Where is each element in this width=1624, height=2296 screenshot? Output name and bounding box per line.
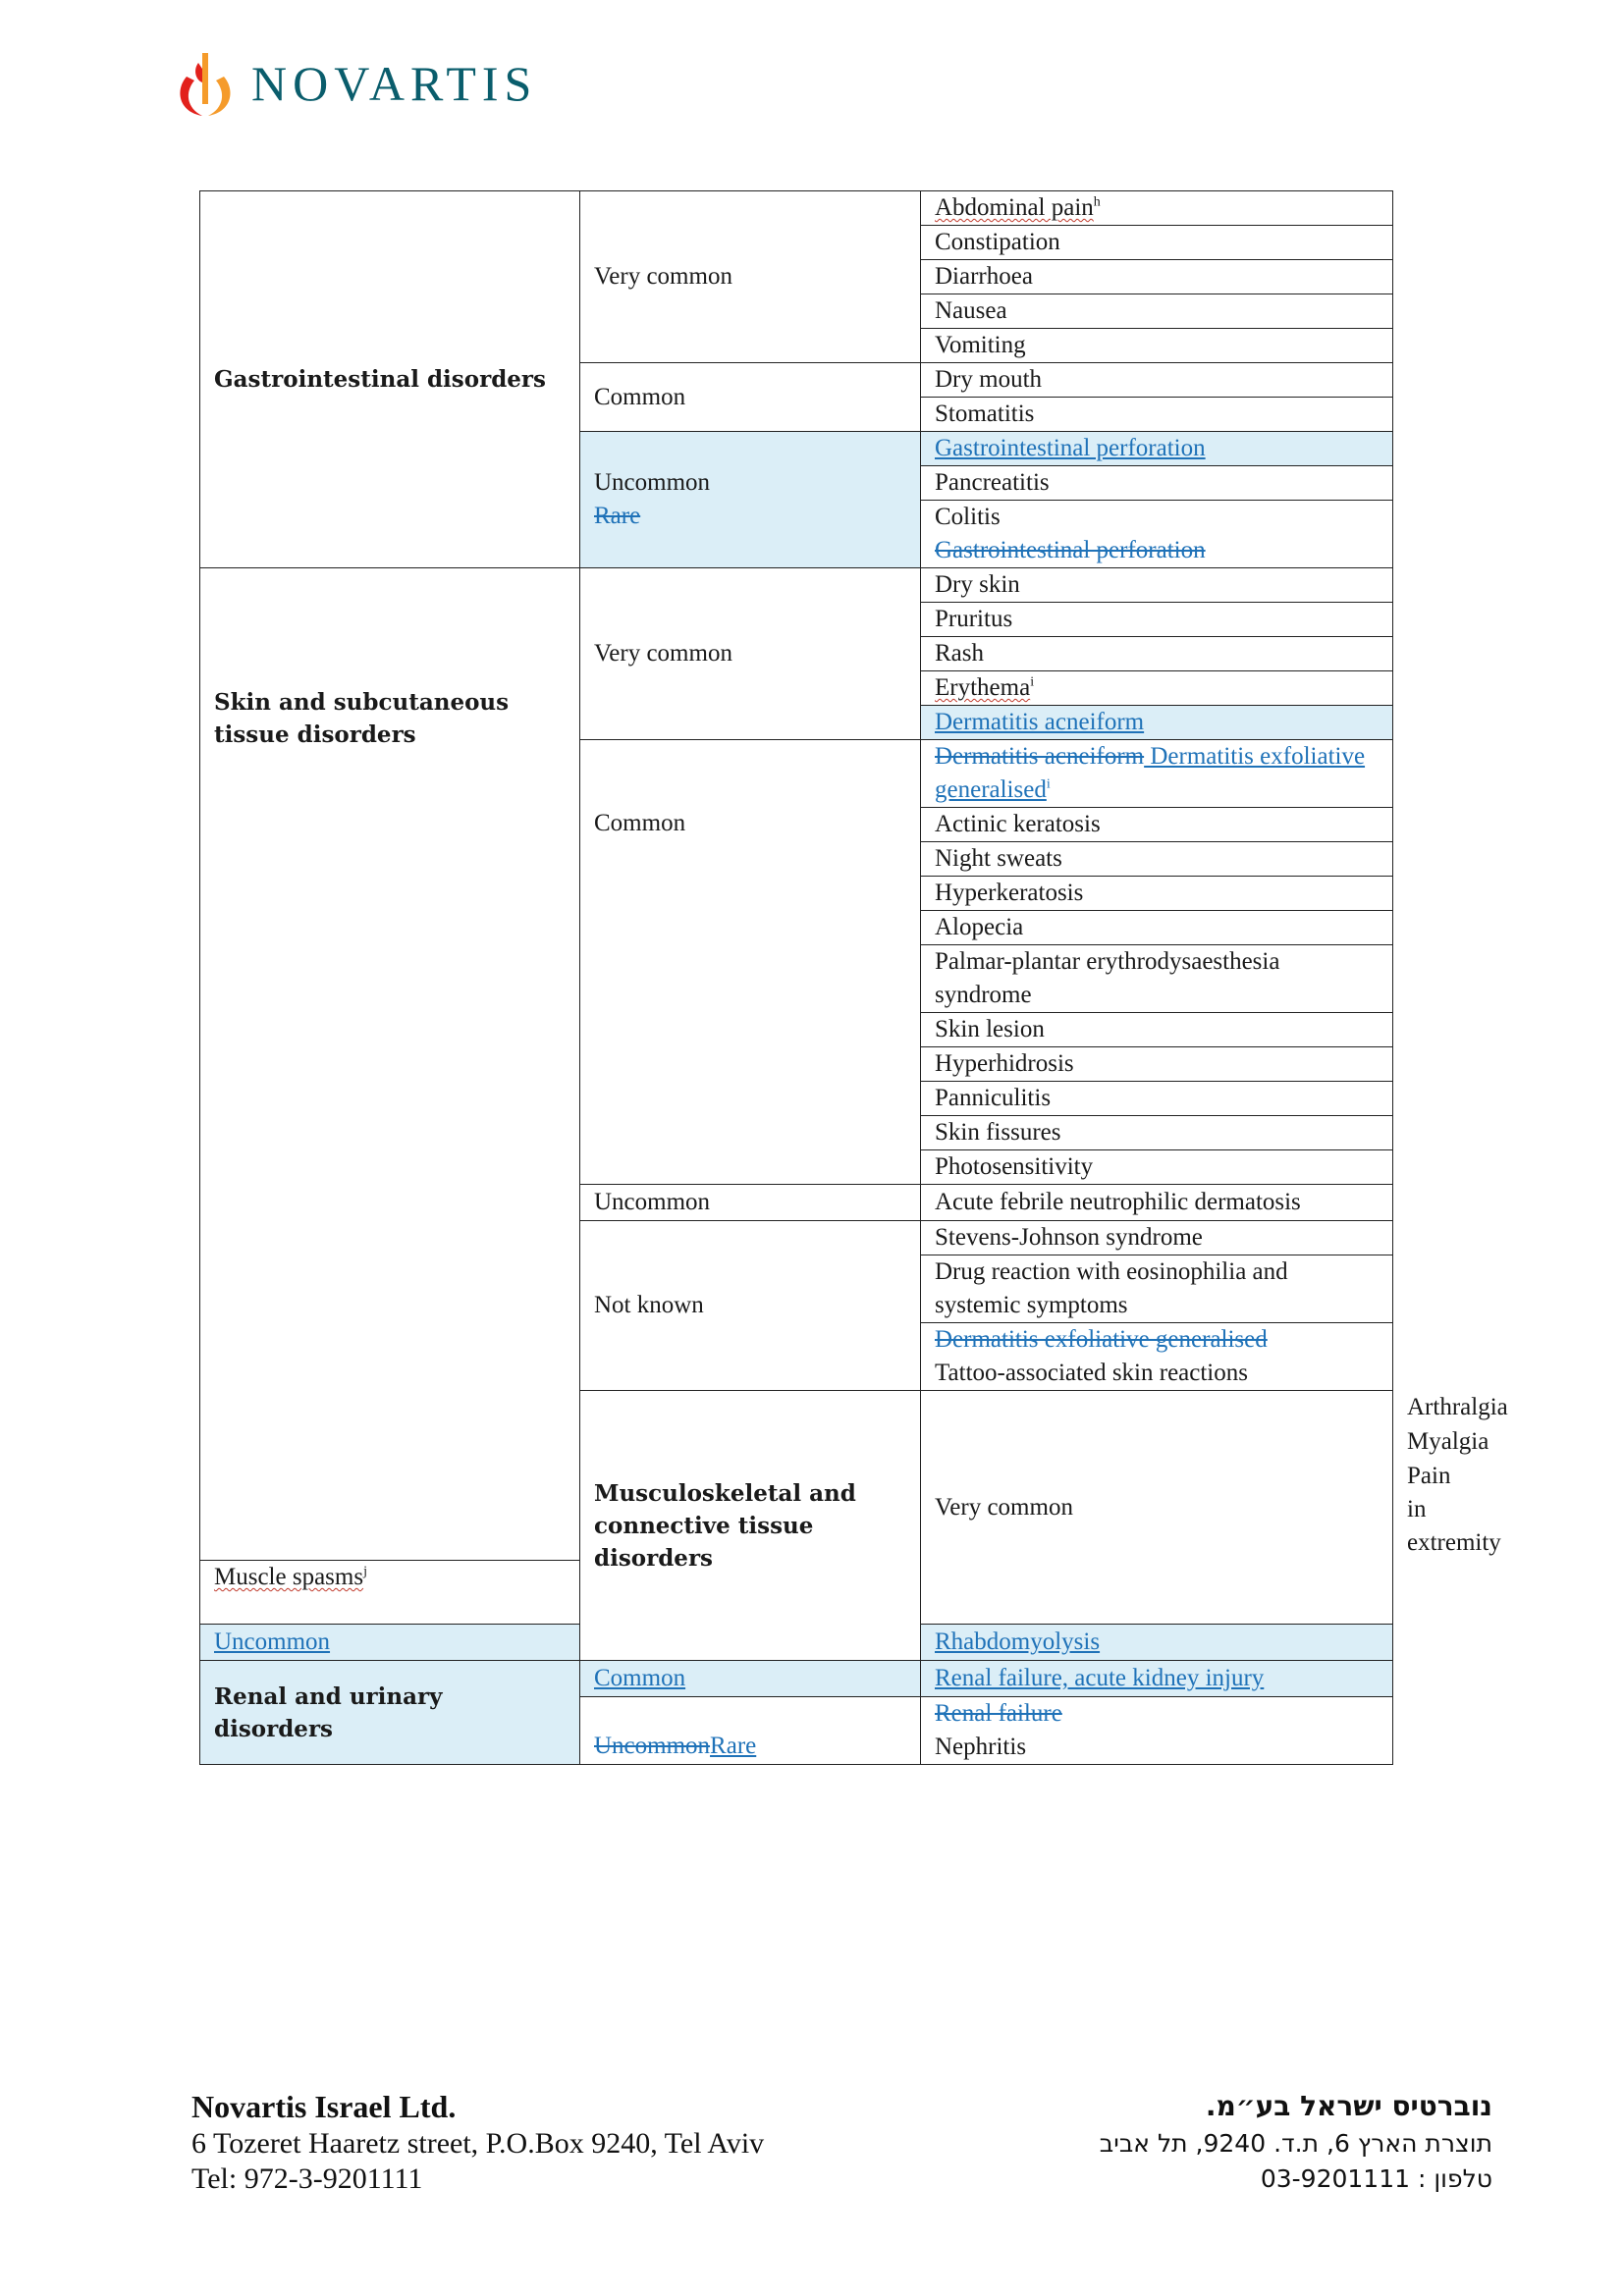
event-sjs: Stevens-Johnson syndrome [921, 1221, 1393, 1255]
event-night-sweats: Night sweats [921, 842, 1393, 877]
event-dress: Drug reaction with eosinophilia and systemic symptoms [921, 1255, 1393, 1323]
event-panniculitis: Panniculitis [921, 1082, 1393, 1116]
frequency-uncommon: Uncommon [580, 1185, 921, 1221]
event-skin-fissures: Skin fissures [921, 1116, 1393, 1150]
brand-name: NOVARTIS [251, 56, 538, 111]
frequency-very-common: Very common [580, 568, 921, 740]
table-row [200, 1661, 1393, 1697]
event-hyperkeratosis: Hyperkeratosis [921, 877, 1393, 911]
event-actinic-keratosis: Actinic keratosis [921, 808, 1393, 842]
event-nephritis: Renal failure Nephritis [921, 1697, 1393, 1765]
event-constipation: Constipation [921, 226, 1393, 260]
table-row: Pain in extremity [1407, 1463, 1501, 1556]
event-dry-skin: Dry skin [921, 568, 1393, 603]
deleted-rare: Rare [594, 503, 641, 529]
novartis-logo [173, 47, 537, 120]
event-tattoo-reactions: Dermatitis exfoliative generalised Tattoo-associated skin reactions [921, 1323, 1393, 1391]
event-dermatitis-acneiform-inserted: Dermatitis acneiform [921, 706, 1393, 740]
deleted-dermatitis-exfoliative: Dermatitis exfoliative generalised [935, 1326, 1268, 1353]
event-renal-failure-inserted: Renal failure, acute kidney injury [921, 1661, 1393, 1697]
soc-skin: Skin and subcutaneous tissue disorders [200, 568, 580, 1561]
footer-address: 6 Tozeret Haaretz street, P.O.Box 9240, Tel Aviv [191, 2127, 765, 2160]
event-diarrhoea: Diarrhoea [921, 260, 1393, 294]
event-afnd: Acute febrile neutrophilic dermatosis [921, 1185, 1393, 1221]
frequency-very-common: Very common [580, 191, 921, 363]
table-row: Myalgia [1407, 1428, 1489, 1455]
event-nausea: Nausea [921, 294, 1393, 329]
deleted-renal-failure: Renal failure [935, 1700, 1062, 1727]
event-skin-lesion: Skin lesion [921, 1013, 1393, 1047]
frequency-common-inserted: Common [580, 1661, 921, 1697]
event-pancreatitis: Pancreatitis [921, 466, 1393, 501]
footer-english [191, 2087, 764, 2197]
event-erythema: Erythema$^i$ [921, 671, 1393, 706]
footer-address-he: תוצרת הארץ 6, ת.ד. 9240, תל אביב [1099, 2129, 1492, 2158]
table-row [200, 568, 1393, 603]
event-gi-perforation-inserted: Gastrointestinal perforation [921, 432, 1393, 466]
novartis-flame-icon [173, 47, 238, 120]
soc-gastrointestinal: Gastrointestinal disorders [200, 191, 580, 568]
footer-tel: Tel: 972-3-9201111 [191, 2163, 423, 2195]
event-dermatitis-exfoliative: Dermatitis acneiform Dermatitis exfoliative generalised$^i$ [921, 740, 1393, 808]
soc-musculoskeletal: Musculoskeletal and connective tissue disorders [580, 1391, 921, 1661]
event-photosensitivity: Photosensitivity [921, 1150, 1393, 1185]
footer-company-he: נוברטיס ישראל בע״מ. [1205, 2090, 1492, 2122]
deleted-gi-perforation: Gastrointestinal perforation [935, 537, 1206, 563]
event-muscle-spasms: Muscle spasms$^j$ [200, 1561, 580, 1625]
footer-company: Novartis Israel Ltd. [191, 2089, 457, 2124]
frequency-common: Common [580, 740, 921, 1185]
soc-renal: Renal and urinary disorders [200, 1661, 580, 1765]
footer-hebrew [1100, 2087, 1492, 2197]
event-pruritus: Pruritus [921, 603, 1393, 637]
event-rhabdomyolysis-inserted: Rhabdomyolysis [921, 1625, 1393, 1661]
frequency-common: Common [580, 363, 921, 432]
table-row: Musculoskeletal and connective tissue disorders Very common Arthralgia [200, 1391, 1393, 1425]
event-rash: Rash [921, 637, 1393, 671]
frequency-very-common: Very common [921, 1391, 1393, 1625]
event-dry-mouth: Dry mouth [921, 363, 1393, 398]
event-ppe-syndrome: Palmar-plantar erythrodysaesthesia syndrome [921, 945, 1393, 1013]
event-alopecia: Alopecia [921, 911, 1393, 945]
adverse-reactions-table [199, 190, 1508, 1765]
event-colitis: Colitis Gastrointestinal perforation [921, 501, 1393, 568]
footer-tel-he: טלפון : 03-9201111 [1260, 2164, 1492, 2193]
frequency-uncommon-inserted: Uncommon [200, 1625, 580, 1661]
event-hyperhidrosis: Hyperhidrosis [921, 1047, 1393, 1082]
table-row [200, 191, 1393, 226]
event-abdominal-pain: Abdominal pain$^h$ [921, 191, 1393, 226]
frequency-uncommon: Uncommon Rare [580, 432, 921, 568]
event-stomatitis: Stomatitis [921, 398, 1393, 432]
frequency-rare: UncommonRare [580, 1697, 921, 1765]
event-vomiting: Vomiting [921, 329, 1393, 363]
frequency-not-known: Not known [580, 1221, 921, 1391]
